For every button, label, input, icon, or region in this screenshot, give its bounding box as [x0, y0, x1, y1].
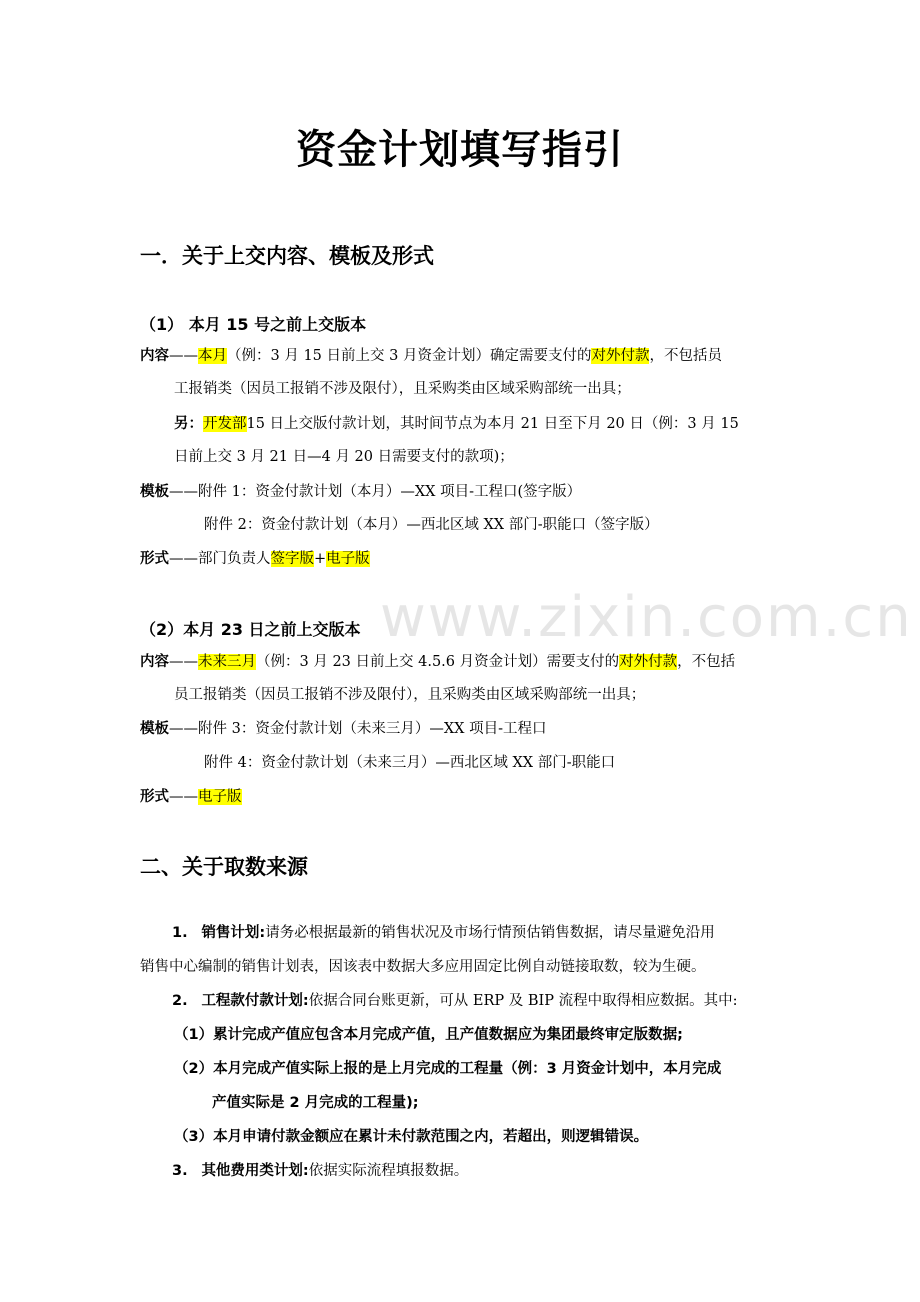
dash: ——	[169, 721, 198, 737]
dash: ——	[169, 484, 198, 500]
item3-line	[172, 1160, 468, 1182]
highlight-dev-dept: 开发部	[203, 416, 247, 432]
item1-line2: 销售中心编制的销售计划表，因该表中数据大多应用固定比例自动链接取数，较为生硬。	[140, 959, 706, 975]
highlight-external-payment: 对外付款	[619, 654, 678, 670]
dash: ——	[169, 551, 198, 567]
template-label: 模板	[140, 721, 169, 737]
highlight-external-payment: 对外付款	[591, 348, 650, 364]
sub-item-2-line1: （2）本月完成产值实际上报的是上月完成的工程量（例：3 月资金计划中，本月完成	[174, 1061, 722, 1077]
item1-label: 销售计划:	[201, 925, 266, 941]
dash: ——	[169, 789, 198, 805]
item3-text: 依据实际流程填报数据。	[308, 1163, 469, 1179]
another-text: 15 日上交版付款计划，其时间节点为本月 21 日至下月 20 日（例：3 月 15	[246, 416, 739, 432]
part1-another-line2: 日前上交 3 月 21 日—4 月 20 日需要支付的款项)；	[174, 449, 514, 465]
template-label: 模板	[140, 484, 169, 500]
dash: ——	[169, 348, 198, 364]
part2-content-line2: 员工报销类（因员工报销不涉及限付），且采购类由区域采购部统一出具；	[174, 687, 646, 703]
content-label: 内容	[140, 654, 169, 670]
item2-label: 工程款付款计划:	[201, 993, 309, 1009]
part1-heading: （1） 本月 15 号之前上交版本	[140, 315, 367, 334]
sub-item-3: （3）本月申请付款金额应在累计未付款范围之内，若超出，则逻辑错误。	[174, 1129, 649, 1145]
template-attach3: 附件 3：资金付款计划（未来三月）—XX 项目-工程口	[198, 721, 547, 737]
sub-item-2-line2: 产值实际是 2 月完成的工程量);	[212, 1095, 419, 1111]
content-text-end: ，不包括员	[649, 348, 722, 364]
item1-line1	[172, 922, 715, 944]
item3-label: 其他费用类计划:	[201, 1163, 309, 1179]
content-label: 内容	[140, 348, 169, 364]
highlight-this-month: 本月	[198, 348, 227, 364]
highlight-next-three-months: 未来三月	[198, 654, 256, 670]
template-attach1: 附件 1：资金付款计划（本月）—XX 项目-工程口(签字版）	[198, 484, 582, 500]
section2-heading: 二、关于取数来源	[140, 855, 308, 879]
sub-item-1: （1）累计完成产值应包含本月完成产值，且产值数据应为集团最终审定版数据;	[174, 1027, 683, 1043]
form-plus: +	[314, 551, 327, 567]
item3-number: 3.	[172, 1163, 188, 1179]
part2-form-line	[140, 786, 242, 808]
part2-content-line1	[140, 651, 735, 673]
section1-heading: 一．关于上交内容、模板及形式	[140, 244, 434, 268]
highlight-signed-version: 签字版	[270, 551, 314, 567]
content-text: （例：3 月 15 日前上交 3 月资金计划）确定需要支付的	[227, 348, 592, 364]
watermark: www.zixin.com.cn	[380, 585, 913, 650]
part1-template-line2: 附件 2：资金付款计划（本月）—西北区域 XX 部门-职能口（签字版）	[204, 517, 659, 533]
highlight-electronic-version: 电子版	[198, 789, 242, 805]
page-title: 资金计划填写指引	[296, 127, 624, 173]
form-text: 部门负责人	[198, 551, 271, 567]
item1-text: 请务必根据最新的销售状况及市场行情预估销售数据，请尽量避免沿用	[265, 925, 715, 941]
item2-text: 依据合同台账更新，可从 ERP 及 BIP 流程中取得相应数据。其中:	[308, 993, 738, 1009]
part1-template-line1	[140, 481, 581, 503]
highlight-electronic-version: 电子版	[326, 551, 370, 567]
content-text-end: ，不包括	[677, 654, 736, 670]
item2-number: 2.	[172, 993, 188, 1009]
part1-content-line1	[140, 345, 722, 367]
item1-number: 1.	[172, 925, 188, 941]
part1-another-line1	[174, 413, 739, 435]
part1-content-line2: 工报销类（因员工报销不涉及限付），且采购类由区域采购部统一出具；	[174, 381, 631, 397]
part2-template-line1	[140, 718, 547, 740]
form-label: 形式	[140, 551, 169, 567]
part1-form-line	[140, 548, 370, 570]
content-text: （例：3 月 23 日前上交 4.5.6 月资金计划）需要支付的	[256, 654, 620, 670]
form-label: 形式	[140, 789, 169, 805]
dash: ——	[169, 654, 198, 670]
item2-line1	[172, 990, 737, 1012]
another-label: 另：	[174, 416, 203, 432]
part2-template-line2: 附件 4：资金付款计划（未来三月）—西北区域 XX 部门-职能口	[204, 755, 616, 771]
part2-heading: （2）本月 23 日之前上交版本	[140, 620, 361, 639]
